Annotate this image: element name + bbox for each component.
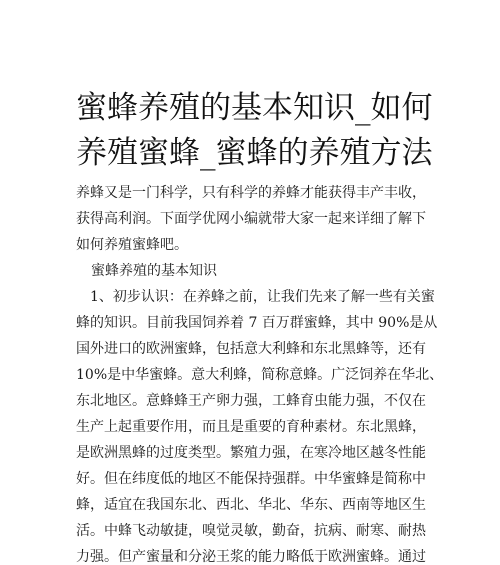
paragraph-line: 国外进口的欧洲蜜蜂，包括意大利蜂和东北黑蜂等，还有 <box>76 341 426 357</box>
paragraph-line: 好。但在纬度低的地区不能保持强群。中华蜜蜂是简称中 <box>76 471 426 487</box>
paragraph-line: 力强。但产蜜量和分泌王浆的能力略低于欧洲蜜蜂。通过 <box>76 549 426 565</box>
paragraph-line: 蜂的知识。目前我国饲养着 7 百万群蜜蜂，其中 90%是从 <box>76 315 438 331</box>
intro-line: 获得高利润。下面学优网小编就带大家一起来详细了解下 <box>76 211 426 227</box>
title-line-1: 蜜蜂养殖的基本知识_如何 <box>76 90 433 126</box>
intro-line: 养蜂又是一门科学，只有科学的养蜂才能获得丰产丰收， <box>76 185 426 201</box>
title-line-2: 养殖蜜蜂_蜜蜂的养殖方法 <box>76 135 433 171</box>
paragraph-line: 东北地区。意蜂蜂王产卵力强，工蜂育虫能力强，不仅在 <box>76 393 426 409</box>
paragraph-line: 10%是中华蜜蜂。意大利蜂，简称意蜂。广泛饲养在华北、 <box>76 367 444 383</box>
intro-line: 如何养殖蜜蜂吧。 <box>76 237 188 253</box>
paragraph-line: 蜂，适宜在我国东北、西北、华北、华东、西南等地区生 <box>76 497 426 513</box>
section-heading: 蜜蜂养殖的基本知识 <box>91 263 217 279</box>
article-body <box>76 180 444 565</box>
paragraph-line: 1、初步认识：在养蜂之前，让我们先来了解一些有关蜜 <box>90 289 435 305</box>
paragraph-line: 活。中蜂飞动敏捷，嗅觉灵敏，勤奋，抗病、耐寒、耐热 <box>76 523 426 539</box>
paragraph-line: 是欧洲黑蜂的过度类型。繁殖力强，在寒冷地区越冬性能 <box>76 445 426 461</box>
article-title <box>76 86 436 176</box>
paragraph-line: 生产上起重要作用，而且是重要的育种素材。东北黑蜂， <box>76 419 426 435</box>
